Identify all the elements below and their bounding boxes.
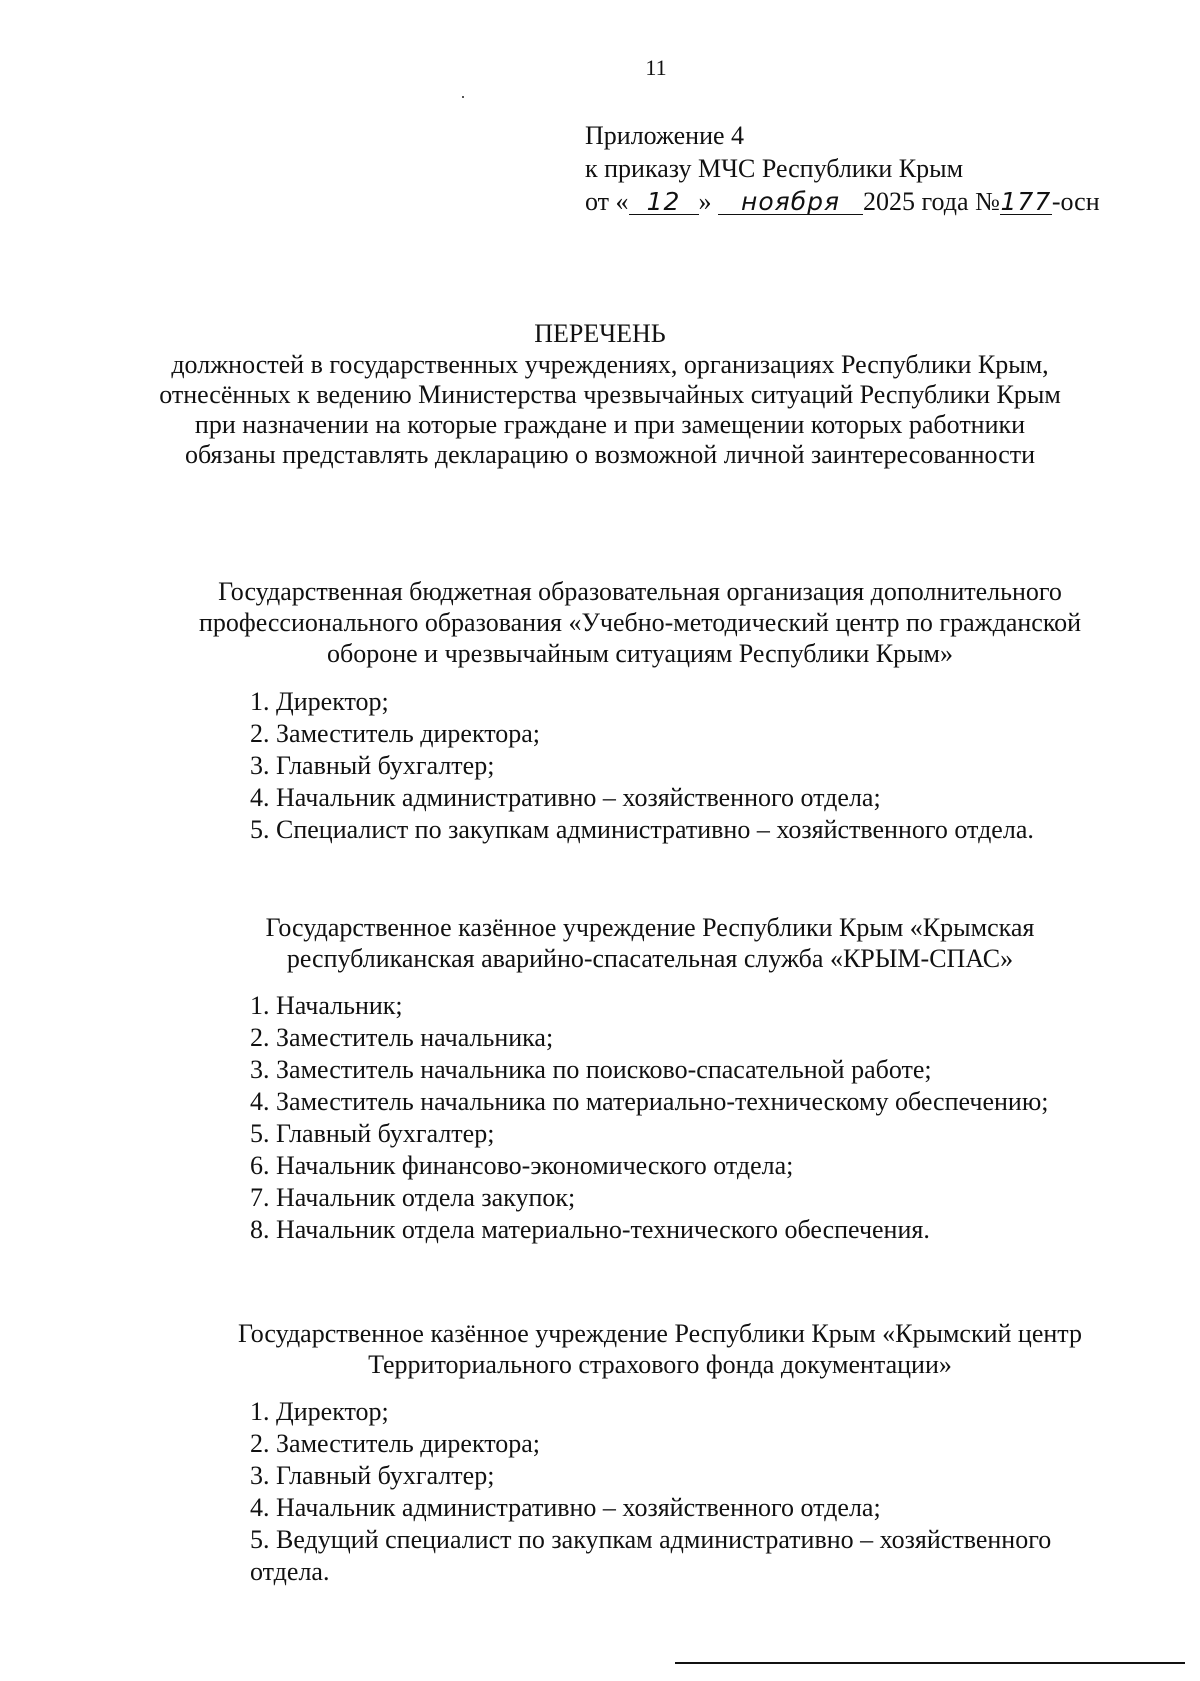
list-item: 2. Заместитель директора; [250, 1429, 541, 1458]
list-item: 5. Специалист по закупкам административно – хозяйственного отдела. [250, 815, 1034, 844]
document-subtitle: должностей в государственных учреждениях, организациях Республики Крым, отнесённых к ведению Министерства чрезвычайных ситуаций Республики Крым при назначении на которые граждане и при замещении которых работники обязаны представлять декларацию о возможной личной заинтересованности [159, 350, 1061, 469]
list-item: 2. Заместитель директора; [250, 719, 541, 748]
list-item: 4. Начальник административно – хозяйственного отдела; [250, 1493, 881, 1522]
list-item: 6. Начальник финансово-экономического отдела; [250, 1151, 794, 1180]
org-1-positions [250, 686, 1130, 846]
annex-title: Приложение 4 [585, 121, 745, 150]
list-item: 8. Начальник отдела материально-технического обеспечения. [250, 1215, 930, 1244]
annex-header [585, 120, 1185, 219]
list-item: 1. Начальник; [250, 991, 403, 1020]
list-item: 3. Главный бухгалтер; [250, 1461, 495, 1490]
org-heading-3: Государственное казённое учреждение Республики Крым «Крымский центр Территориального страхового фонда документации» [238, 1319, 1082, 1379]
list-item: 5. Ведущий специалист по закупкам административно – хозяйственного отдела. [250, 1525, 1052, 1586]
list-item: 2. Заместитель начальника; [250, 1023, 554, 1052]
handwritten-order-number: 177 [1000, 187, 1052, 216]
document-title: ПЕРЕЧЕНЬ [534, 319, 666, 348]
org-3-positions [250, 1396, 1130, 1588]
list-item: 4. Заместитель начальника по материально-техническому обеспечению; [250, 1087, 1049, 1116]
org-2-positions [250, 990, 1130, 1246]
annex-order-ref: к приказу МЧС Республики Крым [585, 154, 964, 183]
list-item: 5. Главный бухгалтер; [250, 1119, 495, 1148]
order-suffix: -осн [1051, 187, 1100, 216]
list-item: 3. Заместитель начальника по поисково-спасательной работе; [250, 1055, 932, 1084]
list-item: 7. Начальник отдела закупок; [250, 1183, 576, 1212]
list-item: 1. Директор; [250, 1397, 389, 1426]
year-text: 2025 года № [863, 187, 1000, 216]
list-item: 4. Начальник административно – хозяйственного отдела; [250, 783, 881, 812]
handwritten-day: 12 [629, 190, 699, 215]
page-number: 11 [645, 55, 667, 80]
handwritten-month: ноября [718, 190, 863, 215]
list-item: 1. Директор; [250, 687, 389, 716]
list-item: 3. Главный бухгалтер; [250, 751, 495, 780]
date-mid: » [698, 187, 712, 216]
scan-speck [462, 96, 464, 98]
org-heading-1: Государственная бюджетная образовательная организация дополнительного профессионального образования «Учебно-методический центр по гражданской обороне и чрезвычайным ситуациям Республики Крым» [198, 577, 1082, 668]
org-heading-2: Государственное казённое учреждение Республики Крым «Крымская республиканская аварийно-спасательная служба «КРЫМ-СПАС» [265, 913, 1035, 973]
annex-date-line [585, 186, 1185, 219]
date-prefix: от « [585, 187, 629, 216]
footer-rule [675, 1662, 1185, 1664]
